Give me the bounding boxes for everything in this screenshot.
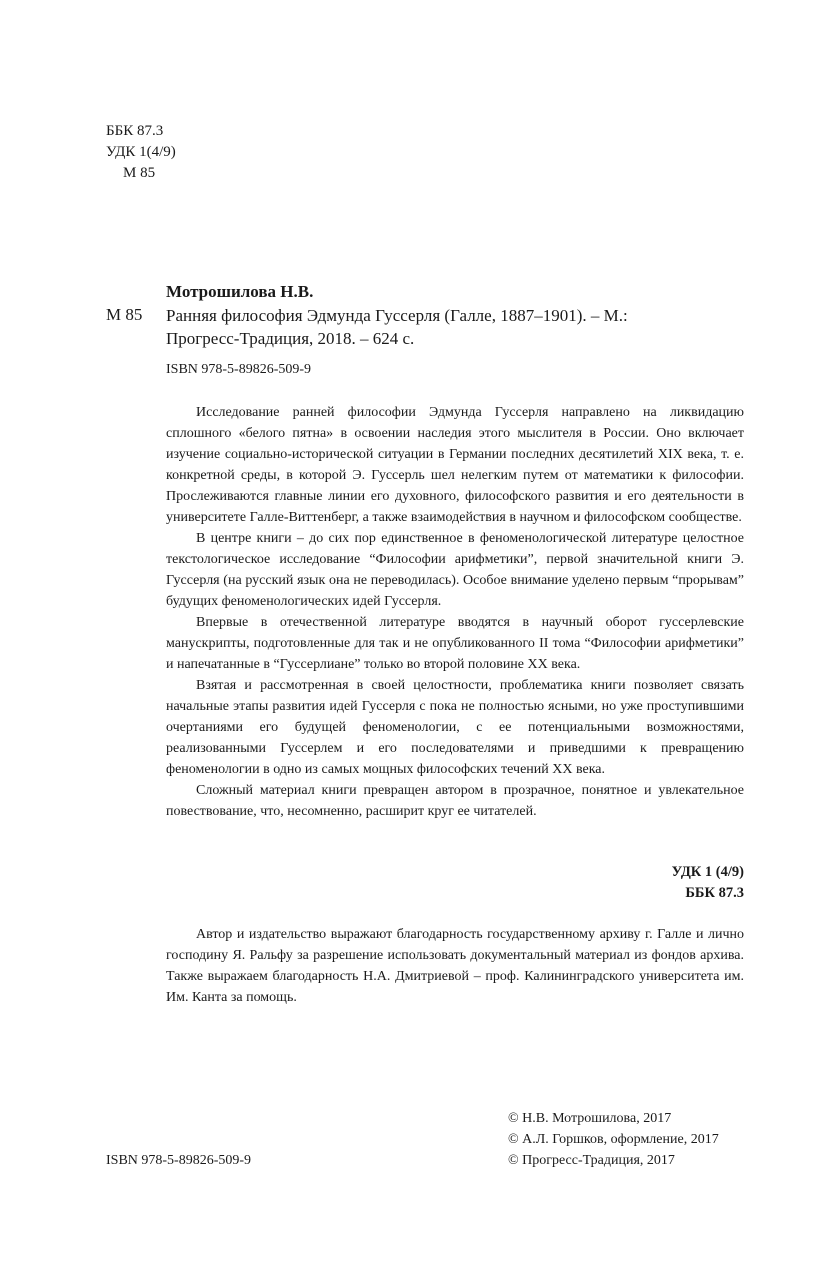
annotation-paragraph: Сложный материал книги превращен автором в прозрачное, понятное и увлекательное повествование, что, несомненно, расширит круг ее читателей. [166,783,744,819]
bbk-code-bold: ББК 87.3 [685,885,744,901]
record-isbn: ISBN 978-5-89826-509-9 [166,362,312,377]
annotation-paragraph: В центре книги – до сих пор единственное в феноменологической литературе целостное текстологическое исследование “Философии арифметики”, первой значительной книги Э. Гуссерля (на русский язык она не переводилась). Особое внимание уделено первым “прорывам” будущих феноменологических идей Гуссерля. [166,531,744,609]
annotation [166,402,744,822]
copyright-line: © Прогресс-Традиция, 2017 [508,1153,675,1168]
udk-code: УДК 1(4/9) [106,144,176,160]
title-line-2: Прогресс-Традиция, 2018. – 624 с. [166,329,415,348]
copyright-block [508,1108,719,1171]
classification-codes [560,862,744,904]
footer-isbn: ISBN 978-5-89826-509-9 [106,1153,252,1168]
udk-code-bold: УДК 1 (4/9) [671,864,744,880]
acknowledgment: Автор и издательство выражают благодарность государственному архиву г. Галле и лично господину Я. Ральфу за разрешение использовать документальный материал из фондов архива. Также выражаем благодарность Н.А. Дмитриевой – проф. Калининградского университета им. Им. Канта за помощь. [166,927,744,1005]
title-line-1: Ранняя философия Эдмунда Гуссерля (Галле, 1887–1901). – М.: [166,306,628,325]
copyright-line: © А.Л. Горшков, оформление, 2017 [508,1132,719,1147]
copyright-line: © Н.В. Мотрошилова, 2017 [508,1111,672,1126]
author-name: Мотрошилова Н.В. [166,282,314,301]
annotation-paragraph: Впервые в отечественной литературе вводятся в научный оборот гуссерлевские манускрипты, подготовленные для так и не опубликованного II тома “Философии арифметики” и напечатанные в “Гуссерлиане” только во второй половине XX века. [166,615,744,672]
bbk-code: ББК 87.3 [106,123,164,139]
author-mark: М 85 [123,165,156,181]
library-codes-block [106,121,176,184]
annotation-paragraph: Исследование ранней философии Эдмунда Гуссерля направлено на ликвидацию сплошного «белого пятна» в освоении наследия этого мыслителя в России. Оно включает изучение социально-исторической ситуации в Германии последних десятилетий XIX века, т. е. конкретной среды, в которой Э. Гуссерль шел нелегким путем от математики к философии. Прослеживаются главные линии его духовного, философского развития и его деятельности в университете Галле-Виттенберг, а также взаимодействия в научном и философском сообществе. [166,405,744,525]
bibliographic-description [166,304,744,350]
record-author-mark: М 85 [106,305,143,324]
annotation-paragraph: Взятая и рассмотренная в своей целостности, проблематика книги позволяет связать начальные этапы развития идей Гуссерля с пока не полностью ясными, но уже проступившими очертаниями его будущей феноменологии, с ее потенциальными возможностями, реализованными Гуссерлем и его последователями и приведшими к превращению феноменологии в одно из самых мощных философских течений XX века. [166,678,744,777]
